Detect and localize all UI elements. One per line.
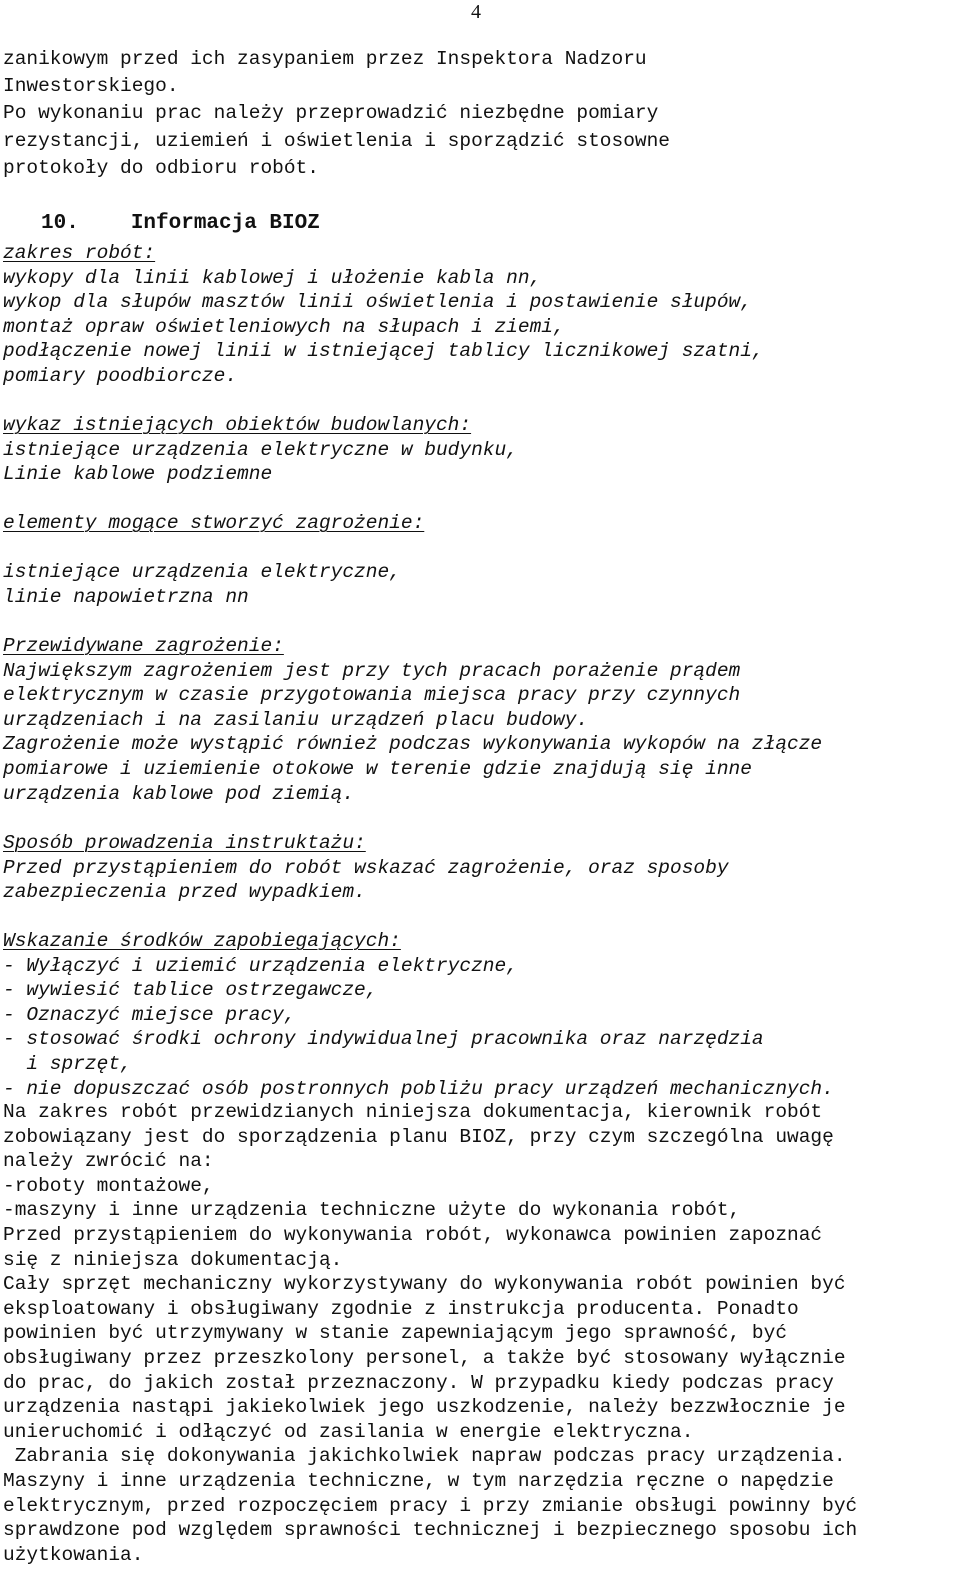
text-line: wykop dla słupów masztów linii oświetlenia i postawienie słupów, — [3, 291, 752, 314]
page-number: 4 — [471, 1, 481, 23]
text-line: Zagrożenie może wystąpić również podczas wykonywania wykopów na złącze — [3, 733, 823, 756]
text-line: eksploatowany i obsługiwany zgodnie z instrukcja producenta. Ponadto — [3, 1297, 799, 1320]
intro-paragraph — [3, 46, 953, 182]
list-item: i sprzęt, — [3, 1052, 132, 1075]
existing-objects — [3, 413, 953, 487]
text-line: elektrycznym w czasie przygotowania miejsca pracy przy czynnych — [3, 684, 741, 707]
text-line: do prac, do jakich został przeznaczony. W przypadku kiedy podczas pracy — [3, 1371, 834, 1394]
list-item: - wywiesić tablice ostrzegawcze, — [3, 979, 378, 1002]
text-line: rezystancji, uziemień i oświetlenia i sporządzić stosowne — [3, 129, 671, 152]
text-line: Maszyny i inne urządzenia techniczne, w tym narzędzia ręczne o napędzie — [3, 1469, 834, 1492]
body-paragraph — [3, 1100, 953, 1567]
list-item: - stosować środki ochrony indywidualnej pracownika oraz narzędzia — [3, 1028, 764, 1051]
text-line: sprawdzone pod względem sprawności technicznej i bezpiecznego sposobu ich — [3, 1519, 858, 1542]
text-line: obsługiwany przez przeszkolony personel, a także być stosowany wyłącznie — [3, 1346, 846, 1369]
text-line: Po wykonaniu prac należy przeprowadzić niezbędne pomiary — [3, 102, 659, 125]
text-line: Największym zagrożeniem jest przy tych pracach porażenie prądem — [3, 659, 741, 682]
hazard-elements-heading: elementy mogące stworzyć zagrożenie: — [3, 512, 425, 534]
text-line: użytkowania. — [3, 1543, 144, 1566]
list-item: - nie dopuszczać osób postronnych pobliżu pracy urządzeń mechanicznych. — [3, 1077, 834, 1100]
text-line: protokoły do odbioru robót. — [3, 156, 319, 179]
preventive-measures — [3, 929, 953, 1101]
scope-of-works — [3, 241, 953, 389]
text-line: Przed przystąpieniem do robót wskazać zagrożenie, oraz sposoby — [3, 856, 729, 879]
text-line: zobowiązany jest do sporządzenia planu BIOZ, przy czym szczególna uwagę — [3, 1125, 834, 1148]
text-line: montaż opraw oświetleniowych na słupach i ziemi, — [3, 315, 565, 338]
text-line: Linie kablowe podziemne — [3, 463, 273, 486]
text-line: istniejące urządzenia elektryczne w budynku, — [3, 438, 518, 461]
text-line: zabezpieczenia przed wypadkiem. — [3, 881, 366, 904]
section-heading — [3, 212, 320, 235]
text-line: pomiary poodbiorcze. — [3, 364, 238, 387]
list-item: - Wyłączyć i uziemić urządzenia elektryczne, — [3, 954, 518, 977]
text-line: pomiarowe i uziemienie otokowe w terenie gdzie znajdują się inne — [3, 757, 752, 780]
instruction-method — [3, 831, 953, 905]
text-line: Przed przystąpieniem do wykonywania robót, wykonawca powinien zapoznać — [3, 1223, 823, 1246]
text-line: urządzeniach i na zasilaniu urządzeń placu budowy. — [3, 708, 589, 731]
text-line: unieruchomić i odłączyć od zasilania w energie elektryczna. — [3, 1420, 694, 1443]
text-line: urządzenia kablowe pod ziemią. — [3, 782, 355, 805]
text-line: zanikowym przed ich zasypaniem przez Inspektora Nadzoru — [3, 48, 647, 70]
text-line: należy zwrócić na: — [3, 1150, 214, 1173]
hazard-elements-heading-block — [3, 511, 953, 536]
text-line: linie napowietrzna nn — [3, 585, 249, 608]
text-line: -maszyny i inne urządzenia techniczne użyte do wykonania robót, — [3, 1199, 741, 1222]
text-line: podłączenie nowej linii w istniejącej tablicy licznikowej szatni, — [3, 340, 764, 363]
text-line: się z niniejsza dokumentacją. — [3, 1248, 343, 1271]
expected-hazard — [3, 634, 953, 806]
instruction-method-heading: Sposób prowadzenia instruktażu: — [3, 832, 366, 854]
text-line: -roboty montażowe, — [3, 1174, 214, 1197]
existing-objects-heading: wykaz istniejących obiektów budowlanych: — [3, 414, 472, 436]
text-line: istniejące urządzenia elektryczne, — [3, 561, 401, 583]
expected-hazard-heading: Przewidywane zagrożenie: — [3, 635, 284, 657]
section-number: 10. — [41, 212, 79, 235]
text-line: Na zakres robót przewidzianych niniejsza dokumentacja, kierownik robót — [3, 1101, 823, 1123]
text-line: urządzenia nastąpi jakiekolwiek jego uszkodzenie, należy bezzwłocznie je — [3, 1396, 846, 1419]
text-line: elektrycznym, przed rozpoczęciem pracy i przy zmianie obsługi powinny być — [3, 1494, 858, 1517]
text-line: Cały sprzęt mechaniczny wykorzystywany do wykonywania robót powinien być — [3, 1273, 846, 1296]
scope-heading: zakres robót: — [3, 242, 156, 264]
preventive-measures-heading: Wskazanie środków zapobiegających: — [3, 930, 401, 952]
text-line: powinien być utrzymywany w stanie zapewniającym jego sprawność, być — [3, 1322, 788, 1345]
text-line: Inwestorskiego. — [3, 75, 179, 98]
text-line: wykopy dla linii kablowej i ułożenie kabla nn, — [3, 266, 542, 289]
list-item: - Oznaczyć miejsce pracy, — [3, 1003, 296, 1026]
hazard-elements — [3, 560, 953, 609]
section-title: Informacja BIOZ — [130, 212, 320, 235]
text-line: Zabrania się dokonywania jakichkolwiek napraw podczas pracy urządzenia. — [3, 1445, 846, 1468]
